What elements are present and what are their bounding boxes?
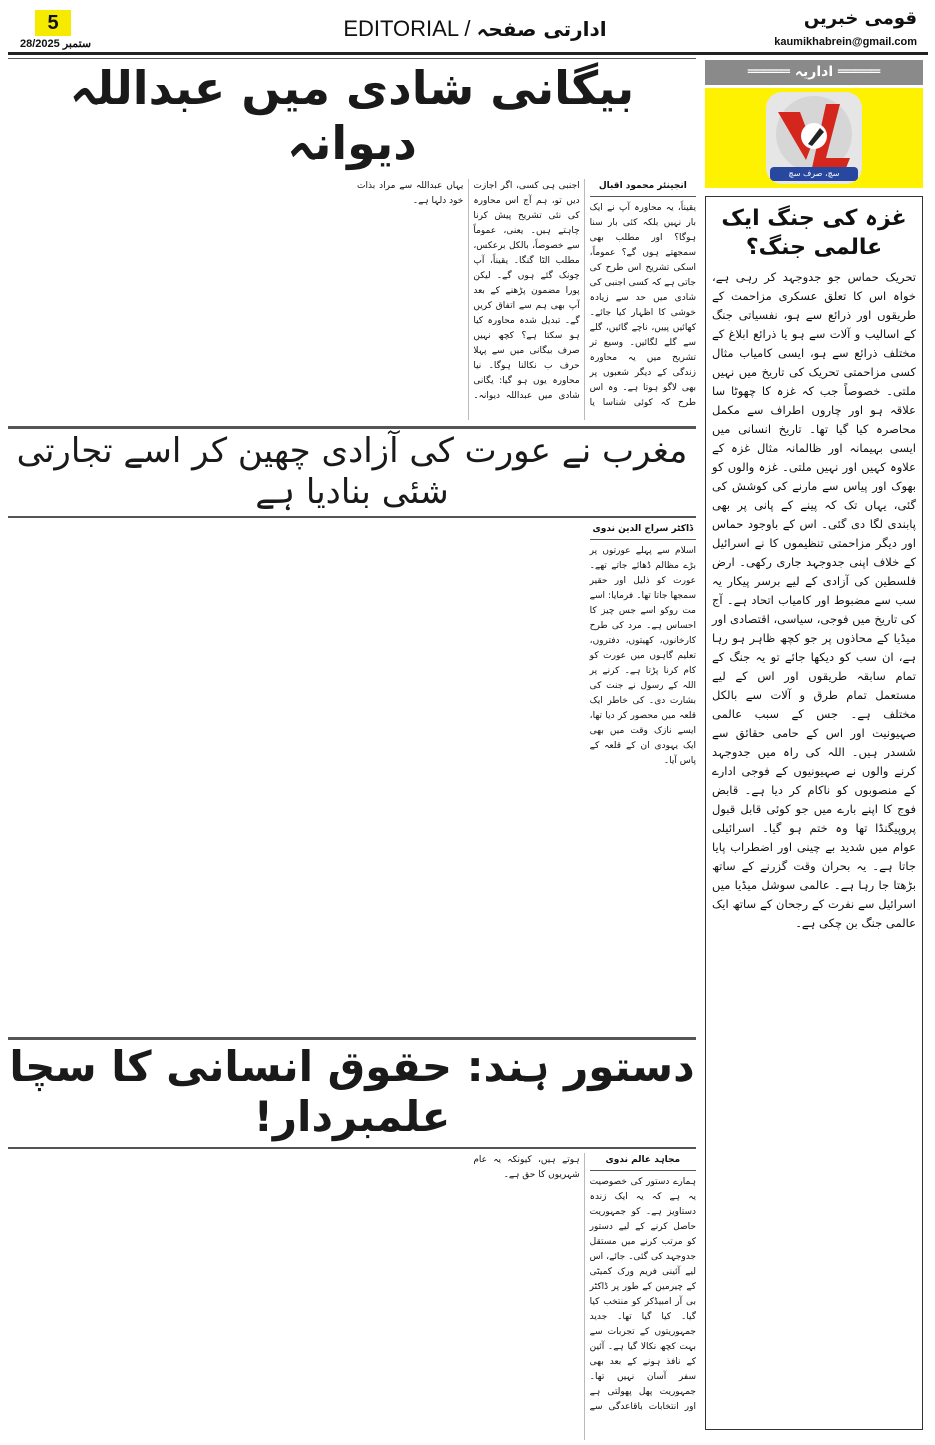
page-number: 5 bbox=[35, 10, 71, 36]
article-2-text: اسلام سے پہلے عورتوں پر بڑے مظالم ڈھائے جاتے تھے۔ عورت کو ذلیل اور حقیر سمجھا جاتا تھا۔ فرمایا: اسے مت روکو اسے جس چیز کا احساس ہے۔ مرد کی طرح کارخانوں، کھیتوں، دفتروں، تعلیم گاہوں میں عورت کو کام کرنا پڑتا ہے۔ کرنے پر اللہ کے رسول نے جنت کی بشارت دی۔ کی خاطر ایک قلعہ میں محصور کر دیا تھا، ایسے نازک وقت میں بھی ایک یہودی ان کے قلعہ کے پاس آیا۔ bbox=[589, 546, 696, 767]
article-2-body bbox=[8, 522, 696, 1030]
article-2-byline: ڈاکٹر سراج الدین ندوی bbox=[590, 522, 696, 540]
article-3-text: ہمارے دستور کی خصوصیت یہ ہے کہ یہ ایک زندہ دستاویز ہے۔ کو جمہوریت حاصل کرنے کے لیے دستور کو مرتب کرنے میں مستقل جدوجہد کی گئی۔ جائے، اس لیے آئینی فریم ورک کمیٹی کے چیرمین کے طور پر ڈاکٹر بی آر امبیڈکر کو منتخب کیا گیا۔ کیا گیا تھا۔ جدید جمہوریتوں کے تجربات سے بہت کچھ نکالا گیا ہے۔ آئین کے نافذ ہونے کے بعد بھی سفر آسان نہیں تھا۔ جمہوریت پھل پھولتی ہے اور انتخابات باقاعدگی سے ہوتے ہیں، کیونکہ یہ عام شہریوں کا حق ہے۔ bbox=[473, 1154, 696, 1412]
editorial-heading-label: اداریہ bbox=[794, 64, 834, 80]
section-title-en: EDITORIAL / bbox=[343, 16, 471, 41]
article-1-headline: بیگانی شادی میں عبداللہ دیوانہ bbox=[69, 61, 635, 171]
article-3-byline: مجاہد عالم ندوی bbox=[590, 1153, 696, 1171]
article-1-text: یقیناً، یہ محاورہ آپ نے ایک بار نہیں بلکہ کئی بار سنا ہوگا؟ اور مطلب بھی سمجھتے ہوں گے؟ عموماً، اسکی تشریح اس طرح کی جاتی ہے کہ کسی اجنبی کی شادی میں حد سے زیادہ خوشی کا اظہار کیا جائے۔ کھائیں پییں، ناچے گائیں، گلے سے گلے لگائیں۔ وسیع تر تشریح میں یہ محاورہ زندگی کے دیگر شعبوں پر بھی لاگو ہوتا ہے۔ وہ اس طرح کہ کوئی شناسا یا اجنبی ہی کسی، اگر اجازت دیں تو، ہم آج اس محاورہ کی نئی تشریح پیش کرنا چاہتے ہیں۔ یعنی، عموماً سے خصوصاً، بالکل برعکس، مطلب الٹا گنگا۔ یقیناً، آپ چونک گئے ہوں گے۔ لیکن پورا مضمون پڑھنے کے بعد آپ بھی ہم سے اتفاق کریں گے۔ تبدیل شدہ محاورہ کیا ہو سکتا ہے؟ کچھ نہیں صرف بیگانی میں سے پہلا حرف ب نکالنا ہوگا۔ نیا محاورہ یوں ہو گیا: یگانی شادی میں عبداللہ دیوانہ۔ یہاں عبداللہ سے مراد بذات خود دلہا ہے۔ bbox=[357, 181, 696, 409]
article-2-headline: مغرب نے عورت کی آزادی چھین کر اسے تجارتی شئی بنادیا ہے bbox=[16, 430, 688, 512]
article-2 bbox=[8, 426, 696, 1031]
logo-tagline: سچ، صرف سچ bbox=[770, 167, 858, 181]
editorial-heading: ═════ اداریہ ═════ bbox=[705, 60, 923, 85]
section-title-ur: ادارتی صفحہ bbox=[476, 17, 607, 41]
article-1-byline: انجینئر محمود اقبال bbox=[590, 179, 696, 197]
article-1 bbox=[8, 58, 696, 420]
divider bbox=[8, 1147, 696, 1149]
editorial-headline: غزہ کی جنگ ایک عالمی جنگ؟ bbox=[721, 206, 907, 260]
article-3 bbox=[8, 1037, 696, 1440]
editorial-logo bbox=[705, 88, 923, 188]
issue-date: 28/ستمبر 2025 bbox=[20, 38, 92, 50]
editorial-article bbox=[705, 196, 923, 1430]
divider bbox=[8, 516, 696, 518]
article-1-body bbox=[8, 179, 696, 419]
newspaper-logo: قومی خبریں bbox=[803, 8, 917, 29]
section-title bbox=[300, 16, 650, 42]
article-3-headline: دستور ہند: حقوق انسانی کا سچا علمبردار! bbox=[9, 1041, 695, 1142]
article-3-body bbox=[8, 1153, 696, 1440]
editorial-text: تحریک حماس جو جدوجہد کر رہی ہے، خواہ اس کا تعلق عسکری مزاحمت کے طریقوں اور ذرائع سے ہو، نفسیاتی جنگ کے اسالیب و آلات سے ہو یا ذرائع ابلاغ کے مختلف ذرائع سے ہو، ایسی کامیاب مثال کسی مزاحمتی تحریک کی تاریخ میں نہیں ملتی۔ خصوصاً جب کہ غزہ کا چھوٹا سا علاقہ ہو اور چاروں اطراف سے مکمل محاصرہ کیا گیا تھا۔ تاریخ انسانی میں ایسی بہیمانہ اور ظالمانہ مثال غزہ کے علاوہ کہیں اور نہیں ملتی۔ غزہ والوں کو بھوک اور پیاس سے مارنے کی کوشش کی گئی، یہاں تک کہ پینے کے پانی پر بھی پابندی لگا دی گئی۔ اس کے باوجود حماس اور دیگر مزاحمتی تنظیموں کا نے اسرائیل کے خلاف اپنی جدوجہد جاری رکھی۔ ارض فلسطین کی آزادی کے لیے برسر پیکار یہ سب سے مضبوط اور کامیاب اتحاد ہے۔ آج کی تاریخ میں فوجی، سیاسی، اقتصادی اور میڈیا کے محاذوں پر جو کچھ ظاہر ہو رہا ہے، ان سب کو دیکھا جائے تو یہ جنگ کے تمام سابقہ طریقوں اور اس کے لیے مستعمل تمام طرق و آلات سے بالکل مختلف ہے۔ جس کے سبب عالمی صہیونیت اور اس کے حامی حقائق سے شسدر ہیں۔ اللہ کی راہ میں جدوجہد کرنے والوں نے صہیونیوں کے فوجی ادارے کے منصوبوں کو ناکام کر دیا ہے۔ قابض فوج کا اپنے بارے میں جو کوئی قابل قبول پروپیگنڈا تھا وہ ختم ہو گیا۔ اسرائیلی عوام میں شدید بے چینی اور اضطراب پایا جاتا ہے۔ یہ بحران وقت گزرنے کے ساتھ بڑھتا جا رہا ہے۔ عالمی سوشل میڈیا میں اسرائیل سے نفرت کے رجحان کے ساتھ ایک عالمی جنگ بن چکی ہے۔ bbox=[712, 270, 916, 931]
main-content bbox=[8, 58, 696, 1440]
vl-logo-icon bbox=[766, 92, 862, 184]
contact-email[interactable]: kaumikhabrein@gmail.com bbox=[774, 36, 917, 48]
header-divider bbox=[8, 52, 928, 55]
